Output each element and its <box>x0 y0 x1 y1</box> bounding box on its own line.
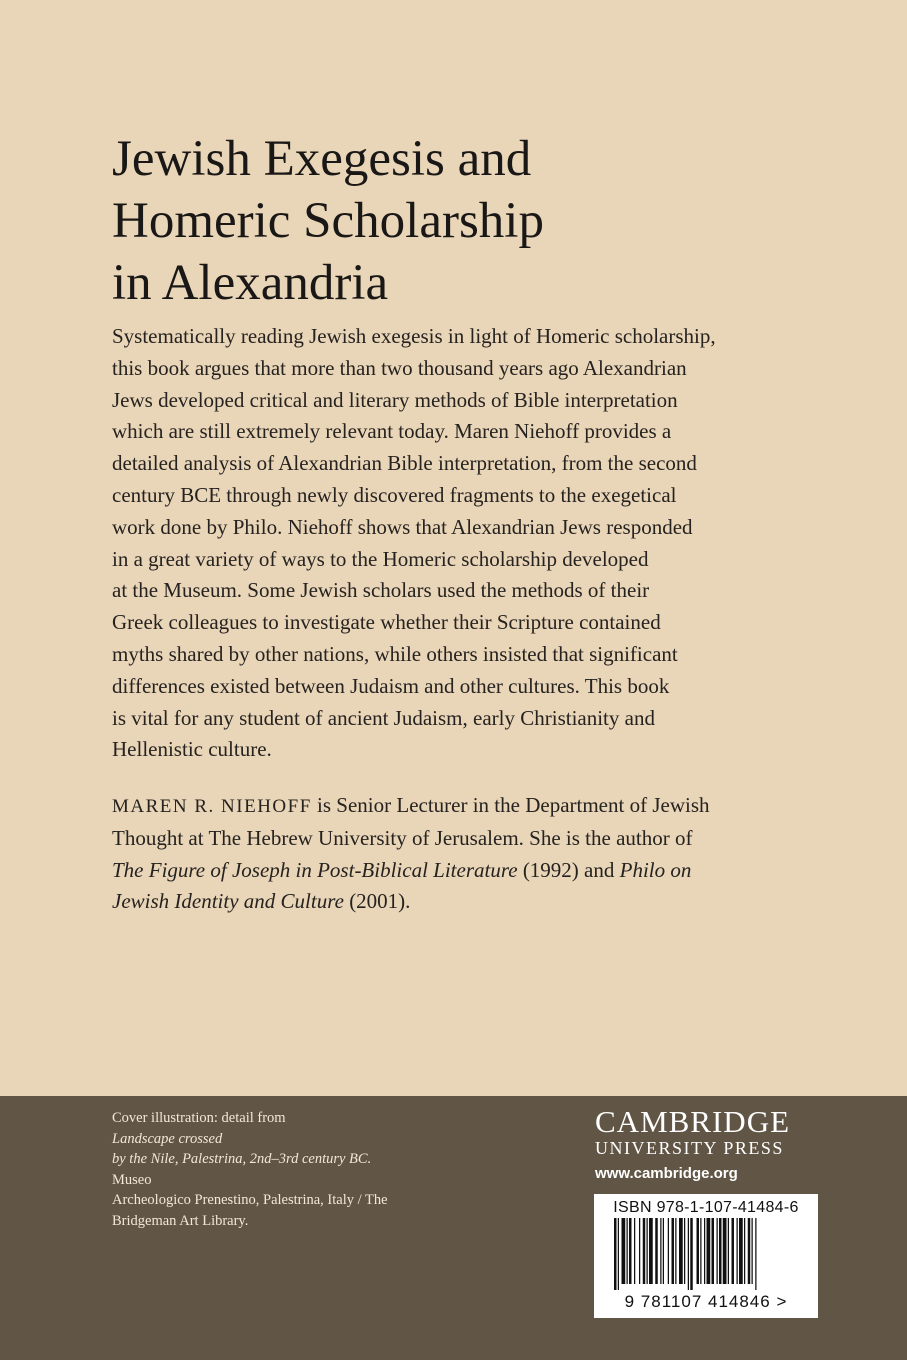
barcode-bar <box>704 1218 705 1284</box>
credit-text: Cover illustration: detail from <box>112 1110 286 1126</box>
description-line: in a great variety of ways to the Homeric scholarship developed <box>112 546 649 571</box>
barcode-bar <box>627 1218 628 1284</box>
book-title-philo-part2: Jewish Identity and Culture <box>112 889 344 914</box>
barcode-bar <box>728 1218 729 1284</box>
bio-line: Thought at The Hebrew University of Jerusalem. She is the author of <box>112 825 693 850</box>
barcode-bar <box>690 1218 693 1290</box>
publisher-logo <box>595 1106 825 1184</box>
barcode-bar <box>663 1218 664 1284</box>
title-line-1: Jewish Exegesis and <box>112 131 532 187</box>
barcode-bar <box>739 1218 743 1284</box>
publisher-url: www.cambridge.org <box>595 1165 738 1182</box>
artwork-title: Landscape crossed <box>112 1130 223 1147</box>
description-line: differences existed between Judaism and other cultures. This book <box>112 673 670 698</box>
book-description <box>112 321 812 766</box>
barcode-bar <box>679 1218 683 1284</box>
bio-text: (2001). <box>343 889 411 914</box>
description-line: which are still extremely relevant today. Maren Niehoff provides a <box>112 419 672 444</box>
artwork-title: by the Nile, Palestrina, 2nd–3rd century BC. <box>112 1151 372 1167</box>
credit-line: Archeologico Prenestino, Palestrina, Italy / The <box>112 1192 388 1208</box>
book-title <box>112 128 732 314</box>
barcode-bar <box>717 1218 718 1284</box>
barcode <box>594 1194 818 1318</box>
barcode-bar <box>748 1218 751 1284</box>
publisher-name: CAMBRIDGE <box>595 1104 791 1139</box>
isbn-label: ISBN 978-1-107-41484-6 <box>613 1199 799 1216</box>
ean-digits: 9 781107 414846 > <box>624 1292 788 1311</box>
book-title-philo-part1: Philo on <box>619 857 692 882</box>
barcode-bar <box>707 1218 711 1284</box>
bio-text: (1992) and <box>517 857 620 882</box>
description-line: is vital for any student of ancient Judaism, early Christianity and <box>112 705 655 730</box>
barcode-bar <box>744 1218 745 1284</box>
barcode-bar <box>723 1218 727 1284</box>
description-line: myths shared by other nations, while others insisted that significant <box>112 641 678 666</box>
description-line: century BCE through newly discovered fragments to the exegetical <box>112 482 677 507</box>
book-title-joseph: The Figure of Joseph in Post-Biblical Literature <box>112 857 518 882</box>
description-line: this book argues that more than two thousand years ago Alexandrian <box>112 355 687 380</box>
description-line: at the Museum. Some Jewish scholars used the methods of their <box>112 578 650 603</box>
barcode-bar <box>639 1218 640 1284</box>
barcode-bar <box>634 1218 635 1284</box>
credit-line <box>112 1108 452 1149</box>
bio-line <box>112 855 812 887</box>
title-line-2: Homeric Scholarship <box>112 193 544 249</box>
barcode-bar <box>700 1218 701 1284</box>
title-line-3: in Alexandria <box>112 255 389 311</box>
barcode-bar <box>719 1218 722 1284</box>
description-line: Hellenistic culture. <box>112 737 272 762</box>
barcode-bar <box>697 1218 700 1284</box>
barcode-bar <box>688 1218 689 1290</box>
barcode-bars <box>610 1218 802 1290</box>
cover-credit <box>112 1108 452 1231</box>
bio-text: is Senior Lecturer in the Department of Jewish <box>311 793 710 817</box>
description-line: work done by Philo. Niehoff shows that Alexandrian Jews responded <box>112 514 693 539</box>
author-bio <box>112 790 812 918</box>
barcode-bar <box>675 1218 676 1284</box>
credit-line: Bridgeman Art Library. <box>112 1212 249 1229</box>
barcode-bar <box>684 1218 685 1284</box>
barcode-bar <box>737 1218 738 1284</box>
credit-text: Museo <box>112 1171 152 1188</box>
publisher-subtitle: UNIVERSITY PRESS <box>595 1138 784 1158</box>
description-line: Greek colleagues to investigate whether their Scripture contained <box>112 610 661 635</box>
barcode-bar <box>614 1218 617 1290</box>
description-line: detailed analysis of Alexandrian Bible interpretation, from the second <box>112 451 697 476</box>
barcode-bar <box>629 1218 632 1284</box>
barcode-bar <box>643 1218 646 1284</box>
barcode-bar <box>668 1218 669 1284</box>
barcode-bar <box>655 1218 658 1284</box>
barcode-bar <box>647 1218 648 1284</box>
barcode-bar <box>660 1218 661 1284</box>
barcode-bar <box>618 1218 619 1290</box>
barcode-bar <box>649 1218 653 1284</box>
credit-line <box>112 1149 452 1190</box>
bio-line <box>112 886 812 918</box>
description-line: Jews developed critical and literary methods of Bible interpretation <box>112 387 678 412</box>
barcode-bar <box>755 1218 756 1290</box>
description-line: Systematically reading Jewish exegesis in light of Homeric scholarship, <box>112 324 716 348</box>
bio-line <box>112 790 812 823</box>
barcode-bar <box>622 1218 626 1284</box>
barcode-bar <box>672 1218 675 1284</box>
barcode-bar <box>752 1218 753 1284</box>
barcode-bar <box>712 1218 715 1284</box>
author-name: MAREN R. NIEHOFF <box>112 796 312 817</box>
barcode-bar <box>732 1218 735 1284</box>
